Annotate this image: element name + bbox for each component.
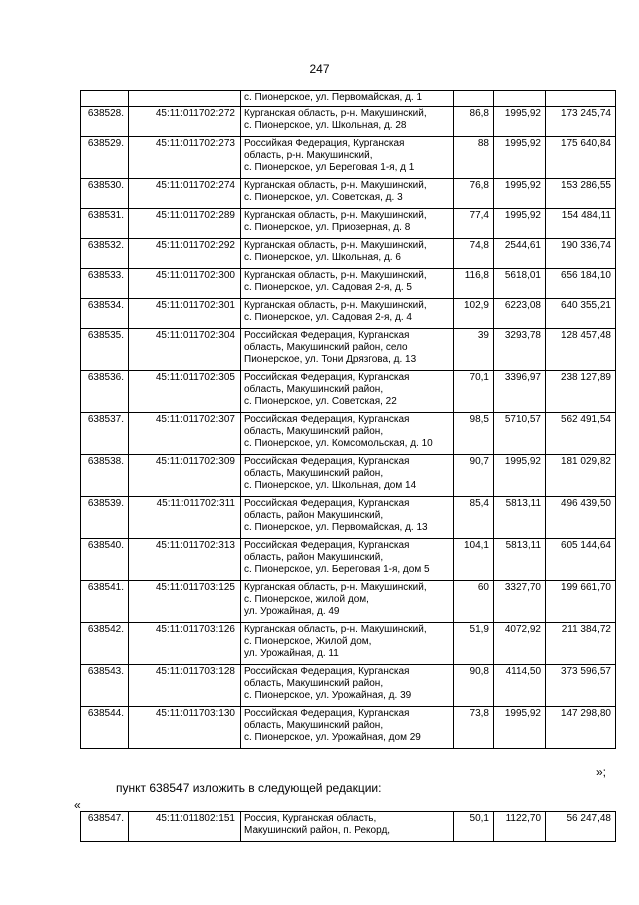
area-cell: 77,4	[454, 209, 494, 239]
page-number: 247	[309, 62, 330, 76]
row-number-cell	[81, 91, 129, 107]
area-cell: 74,8	[454, 239, 494, 269]
address-line: с. Пионерское, ул. Школьная, д. 6	[244, 252, 401, 263]
address-line: с. Пионерское, Жилой дом,	[244, 636, 372, 647]
cadastral-value-cell: 605 144,64	[546, 539, 616, 581]
address-cell	[241, 137, 454, 179]
area-cell: 88	[454, 137, 494, 179]
unit-price-cell: 1995,92	[494, 707, 546, 749]
address-line: с. Пионерское, ул. Урожайная, дом 29	[244, 732, 421, 743]
row-number-cell: 638531.	[81, 209, 129, 239]
unit-price-cell: 6223,08	[494, 299, 546, 329]
address-line: Курганская область, р-н. Макушинский,	[244, 240, 427, 251]
cadastral-number-cell: 45:11:011702:300	[129, 269, 241, 299]
address-cell	[241, 299, 454, 329]
unit-price-cell: 5813,11	[494, 497, 546, 539]
cadastral-value-cell: 562 491,54	[546, 413, 616, 455]
cadastral-number-cell: 45:11:011702:309	[129, 455, 241, 497]
unit-price-cell: 1995,92	[494, 209, 546, 239]
cadastral-number-cell: 45:11:011702:311	[129, 497, 241, 539]
unit-price-cell: 1995,92	[494, 179, 546, 209]
area-cell: 86,8	[454, 107, 494, 137]
row-number-cell: 638539.	[81, 497, 129, 539]
cadastral-value-cell: 173 245,74	[546, 107, 616, 137]
address-line: с. Пионерское, ул. Садовая 2-я, д. 5	[244, 282, 412, 293]
address-cell	[241, 707, 454, 749]
address-line: область, Макушинский район,	[244, 384, 384, 395]
address-line: Российская Федерация, Курганская	[244, 456, 410, 467]
address-cell	[241, 497, 454, 539]
unit-price-cell	[494, 91, 546, 107]
address-line: с. Пионерское, ул. Первомайская, д. 1	[244, 92, 423, 103]
cadastral-value-cell: 56 247,48	[546, 812, 616, 842]
address-line: Российская Федерация, Курганская	[244, 414, 410, 425]
address-line: с. Пионерское, ул. Приозерная, д. 8	[244, 222, 411, 233]
address-line: Российкая Федерация, Курганская	[244, 138, 405, 149]
address-line: с. Пионерское, ул. Садовая 2-я, д. 4	[244, 312, 412, 323]
area-cell: 76,8	[454, 179, 494, 209]
table-row	[81, 497, 616, 539]
cadastral-value-cell: 211 384,72	[546, 623, 616, 665]
address-line: Российская Федерация, Курганская	[244, 330, 410, 341]
row-number-cell: 638547.	[81, 812, 129, 842]
cadastral-number-cell: 45:11:011702:305	[129, 371, 241, 413]
address-line: область, р-н. Макушинский,	[244, 150, 373, 161]
table-row	[81, 299, 616, 329]
cadastral-number-cell: 45:11:011703:125	[129, 581, 241, 623]
address-cell	[241, 812, 454, 842]
unit-price-cell: 1995,92	[494, 137, 546, 179]
row-number-cell: 638535.	[81, 329, 129, 371]
address-line: с. Пионерское, ул Береговая 1-я, д 1	[244, 162, 415, 173]
row-number-cell: 638542.	[81, 623, 129, 665]
table-row	[81, 623, 616, 665]
cadastral-value-cell: 640 355,21	[546, 299, 616, 329]
unit-price-cell: 5618,01	[494, 269, 546, 299]
address-cell	[241, 179, 454, 209]
opening-quote-mark: «	[74, 798, 81, 812]
area-cell: 102,9	[454, 299, 494, 329]
address-line: ул. Урожайная, д. 11	[244, 648, 339, 659]
area-cell: 70,1	[454, 371, 494, 413]
address-cell	[241, 455, 454, 497]
address-line: Курганская область, р-н. Макушинский,	[244, 582, 427, 593]
address-line: область, Макушинский район,	[244, 678, 384, 689]
table-row	[81, 812, 616, 842]
unit-price-cell: 2544,61	[494, 239, 546, 269]
address-line: ул. Урожайная, д. 49	[244, 606, 340, 617]
area-cell: 39	[454, 329, 494, 371]
amended-row-table	[80, 811, 616, 842]
cadastral-number-cell: 45:11:011702:289	[129, 209, 241, 239]
address-line: Курганская область, р-н. Макушинский,	[244, 270, 427, 281]
property-table	[80, 90, 616, 749]
cadastral-number-cell: 45:11:011702:273	[129, 137, 241, 179]
unit-price-cell: 1122,70	[494, 812, 546, 842]
table-row	[81, 329, 616, 371]
cadastral-value-cell: 175 640,84	[546, 137, 616, 179]
area-cell: 85,4	[454, 497, 494, 539]
table-row	[81, 209, 616, 239]
row-number-cell: 638529.	[81, 137, 129, 179]
cadastral-value-cell: 128 457,48	[546, 329, 616, 371]
unit-price-cell: 1995,92	[494, 455, 546, 497]
address-line: Курганская область, р-н. Макушинский,	[244, 108, 427, 119]
cadastral-value-cell: 496 439,50	[546, 497, 616, 539]
cadastral-number-cell: 45:11:011702:307	[129, 413, 241, 455]
cadastral-value-cell: 373 596,57	[546, 665, 616, 707]
cadastral-number-cell: 45:11:011702:272	[129, 107, 241, 137]
address-line: Российская Федерация, Курганская	[244, 708, 410, 719]
area-cell: 116,8	[454, 269, 494, 299]
address-cell	[241, 581, 454, 623]
address-line: Курганская область, р-н. Макушинский,	[244, 300, 427, 311]
row-number-cell: 638541.	[81, 581, 129, 623]
address-line: Курганская область, р-н. Макушинский,	[244, 624, 427, 635]
cadastral-number-cell	[129, 91, 241, 107]
table-row	[81, 707, 616, 749]
table-row	[81, 539, 616, 581]
cadastral-value-cell: 238 127,89	[546, 371, 616, 413]
address-line: с. Пионерское, ул. Школьная, д. 28	[244, 120, 407, 131]
address-line: Российская Федерация, Курганская	[244, 540, 410, 551]
address-line: Российская Федерация, Курганская	[244, 372, 410, 383]
address-line: область, Макушинский район, село	[244, 342, 408, 353]
unit-price-cell: 3293,78	[494, 329, 546, 371]
unit-price-cell: 3396,97	[494, 371, 546, 413]
address-cell	[241, 239, 454, 269]
row-number-cell: 638537.	[81, 413, 129, 455]
closing-quote-mark: »;	[596, 765, 607, 779]
address-cell	[241, 413, 454, 455]
row-number-cell: 638540.	[81, 539, 129, 581]
cadastral-number-cell: 45:11:011702:274	[129, 179, 241, 209]
unit-price-cell: 4072,92	[494, 623, 546, 665]
cadastral-value-cell: 199 661,70	[546, 581, 616, 623]
cadastral-number-cell: 45:11:011702:292	[129, 239, 241, 269]
address-line: Российская Федерация, Курганская	[244, 666, 410, 677]
address-line: Курганская область, р-н. Макушинский,	[244, 180, 427, 191]
cadastral-number-cell: 45:11:011702:313	[129, 539, 241, 581]
address-line: Российская Федерация, Курганская	[244, 498, 410, 509]
table-row	[81, 581, 616, 623]
row-number-cell: 638534.	[81, 299, 129, 329]
unit-price-cell: 4114,50	[494, 665, 546, 707]
address-line: область, Макушинский район,	[244, 720, 384, 731]
address-cell	[241, 665, 454, 707]
cadastral-value-cell	[546, 91, 616, 107]
address-line: с. Пионерское, ул. Школьная, дом 14	[244, 480, 417, 491]
table-row	[81, 91, 616, 107]
unit-price-cell: 3327,70	[494, 581, 546, 623]
address-cell	[241, 539, 454, 581]
row-number-cell: 638528.	[81, 107, 129, 137]
address-line: с. Пионерское, ул. Советская, д. 3	[244, 192, 403, 203]
area-cell: 90,8	[454, 665, 494, 707]
cadastral-number-cell: 45:11:011702:304	[129, 329, 241, 371]
address-line: с. Пионерское, ул. Комсомольская, д. 10	[244, 438, 433, 449]
table-row	[81, 137, 616, 179]
row-number-cell: 638543.	[81, 665, 129, 707]
address-line: с. Пионерское, ул. Береговая 1-я, дом 5	[244, 564, 430, 575]
address-line: область, Макушинский район,	[244, 426, 384, 437]
address-cell	[241, 329, 454, 371]
row-number-cell: 638533.	[81, 269, 129, 299]
address-line: область, район Макушинский,	[244, 510, 384, 521]
table-row	[81, 371, 616, 413]
address-cell	[241, 623, 454, 665]
area-cell: 51,9	[454, 623, 494, 665]
area-cell: 60	[454, 581, 494, 623]
cadastral-value-cell: 153 286,55	[546, 179, 616, 209]
cadastral-value-cell: 656 184,10	[546, 269, 616, 299]
table-row	[81, 413, 616, 455]
area-cell: 104,1	[454, 539, 494, 581]
address-cell	[241, 269, 454, 299]
table-row	[81, 269, 616, 299]
table-row	[81, 107, 616, 137]
address-line: Курганская область, р-н. Макушинский,	[244, 210, 427, 221]
address-line: Россия, Курганская область,	[244, 813, 377, 824]
cadastral-number-cell: 45:11:011702:301	[129, 299, 241, 329]
address-cell	[241, 371, 454, 413]
unit-price-cell: 1995,92	[494, 107, 546, 137]
address-line: Макушинский район, п. Рекорд,	[244, 825, 391, 836]
address-cell	[241, 91, 454, 107]
unit-price-cell: 5710,57	[494, 413, 546, 455]
cadastral-number-cell: 45:11:011703:128	[129, 665, 241, 707]
row-number-cell: 638544.	[81, 707, 129, 749]
cadastral-number-cell: 45:11:011703:126	[129, 623, 241, 665]
address-cell	[241, 107, 454, 137]
address-line: Пионерское, ул. Тони Дрязгова, д. 13	[244, 354, 417, 365]
area-cell	[454, 91, 494, 107]
address-line: с. Пионерское, ул. Первомайская, д. 13	[244, 522, 428, 533]
table-row	[81, 455, 616, 497]
cadastral-value-cell: 181 029,82	[546, 455, 616, 497]
area-cell: 90,7	[454, 455, 494, 497]
address-line: область, район Макушинский,	[244, 552, 384, 563]
row-number-cell: 638536.	[81, 371, 129, 413]
row-number-cell: 638532.	[81, 239, 129, 269]
cadastral-value-cell: 190 336,74	[546, 239, 616, 269]
address-line: с. Пионерское, ул. Урожайная, д. 39	[244, 690, 412, 701]
area-cell: 98,5	[454, 413, 494, 455]
table-row	[81, 179, 616, 209]
area-cell: 50,1	[454, 812, 494, 842]
row-number-cell: 638530.	[81, 179, 129, 209]
cadastral-number-cell: 45:11:011802:151	[129, 812, 241, 842]
address-cell	[241, 209, 454, 239]
cadastral-value-cell: 154 484,11	[546, 209, 616, 239]
cadastral-value-cell: 147 298,80	[546, 707, 616, 749]
area-cell: 73,8	[454, 707, 494, 749]
table-row	[81, 239, 616, 269]
address-line: с. Пионерское, ул. Советская, 22	[244, 396, 397, 407]
unit-price-cell: 5813,11	[494, 539, 546, 581]
address-line: область, Макушинский район,	[244, 468, 384, 479]
amendment-instruction: пункт 638547 изложить в следующей редакции:	[116, 781, 382, 795]
table-row	[81, 665, 616, 707]
row-number-cell: 638538.	[81, 455, 129, 497]
cadastral-number-cell: 45:11:011703:130	[129, 707, 241, 749]
address-line: с. Пионерское, жилой дом,	[244, 594, 369, 605]
